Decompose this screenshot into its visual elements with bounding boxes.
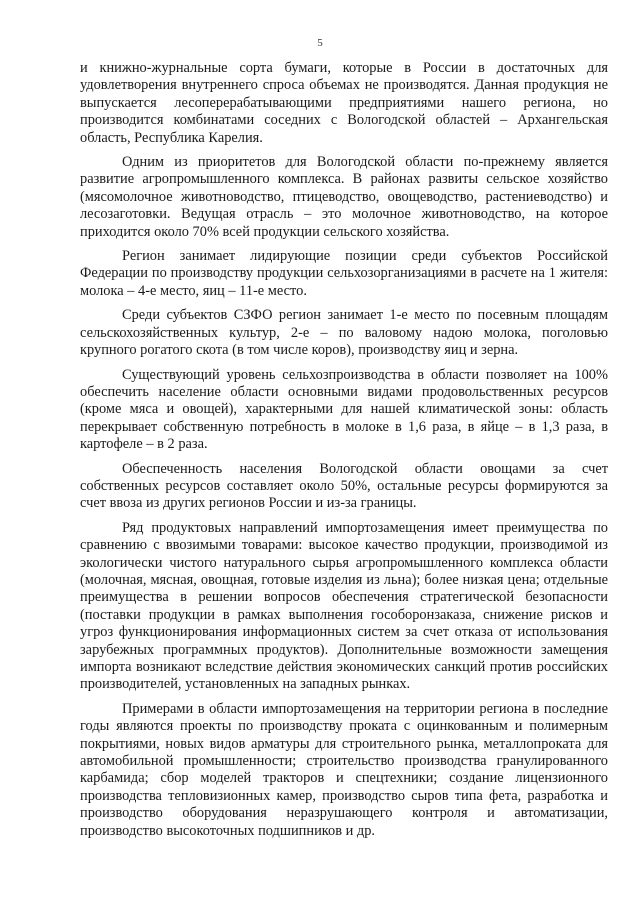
paragraph-7: Ряд продуктовых направлений импортозамещения имеет преимущества по сравнению с ввозимыми товарами: высокое качество продукции, производимой из экологически чистого натурального сырья агропромышленного комплекса области (молочная, мясная, овощная, готовые изделия из льна); более низкая цена; отдельные преимущества в решении вопросов обеспечения стратегической безопасности (поставки продукции в рамках выполнения гособоронзаказа, снижение рисков и угроз функционирования информационных систем за счет отказа от использования зарубежных программных продуктов). Дополнительные возможности замещения импорта возникают вследствие действия экономических санкций против российских производителей, установленных на западных рынках. [80,519,608,693]
paragraph-6: Обеспеченность населения Вологодской области овощами за счет собственных ресурсов составляет около 50%, остальные ресурсы формируются за счет ввоза из других регионов России и из-за границы. [80,460,608,512]
page-number: 5 [317,37,323,49]
paragraph-2: Одним из приоритетов для Вологодской области по-прежнему является развитие агропромышленного комплекса. В районах развиты сельское хозяйство (мясомолочное животноводство, птицеводство, овощеводство, растениеводство) и лесозаготовки. Ведущая отрасль – это молочное животноводство, на которое приходится около 70% всей продукции сельского хозяйства. [80,154,608,240]
paragraph-1: и книжно-журнальные сорта бумаги, которые в России в достаточных для удовлетворения внутреннего спроса объемах не производятся. Данная продукция не выпускается лесоперерабатывающими предприятиями нашего региона, но производится комбинатами соседних с Вологодской областей – Архангельская область, Республика Карелия. [80,60,608,146]
paragraph-5: Существующий уровень сельхозпроизводства в области позволяет на 100% обеспечить население области основными видами продовольственных ресурсов (кроме мяса и овощей), характерными для нашей климатической зоны: область перекрывает собственную потребность в молоке в 1,6 раза, в яйце – в 1,3 раза, в картофеле – в 2 раза. [80,366,608,453]
paragraph-4: Среди субъектов СЗФО регион занимает 1-е место по посевным площадям сельскохозяйственных культур, 2-е – по валовому надою молока, поголовью крупного рогатого скота (в том числе коров), производству яиц и зерна. [80,307,608,359]
paragraph-3: Регион занимает лидирующие позиции среди субъектов Российской Федерации по производству продукции сельхозорганизациями в расчете на 1 жителя: молока – 4-е место, яиц – 11-е место. [80,248,608,299]
paragraph-8: Примерами в области импортозамещения на территории региона в последние годы являются проекты по производству проката с оцинкованным и полимерным покрытиями, новых видов арматуры для строительного рынка, металлопроката для автомобильной промышленности; строительство производства гранулированного карбамида; сбор моделей тракторов и спецтехники; создание лицензионного производства тепловизионных камер, производство сыров типа фета, разработка и производство оборудования неразрушающего контроля и автоматизации, производство высокоточных подшипников и др. [80,700,608,839]
document-body [80,60,608,847]
